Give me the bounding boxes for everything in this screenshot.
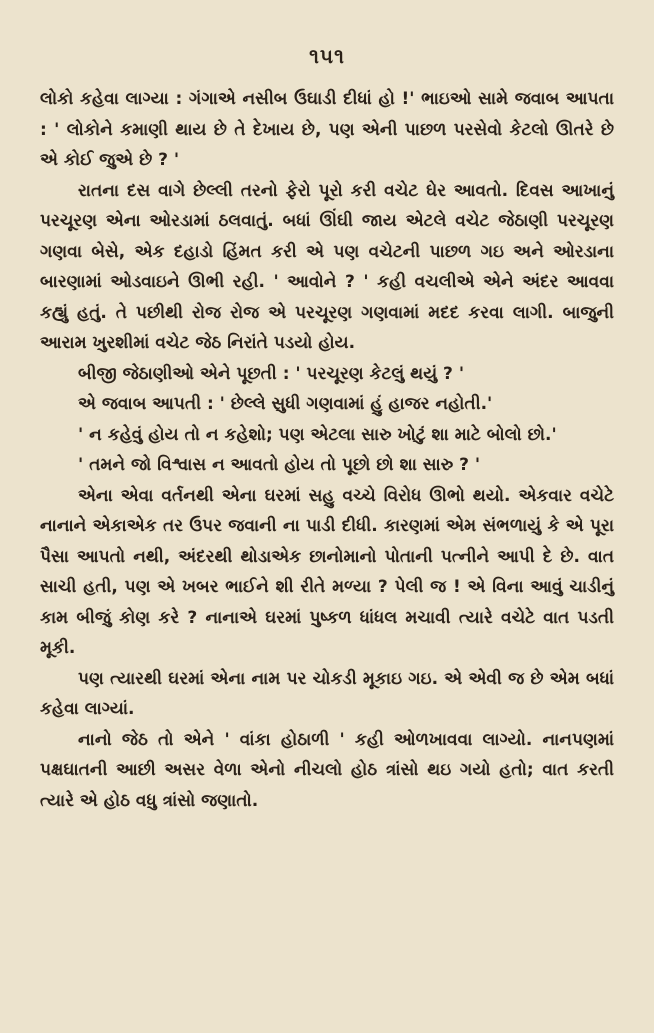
- paragraph: ' તમને જો વિશ્વાસ ન આવતો હોય તો પૂછો છો શા સારુ ? ': [78, 455, 481, 475]
- paragraph: એ જવાબ આપતી : ' છેલ્લે સુધી ગણવામાં હું હાજર નહોતી.': [78, 394, 493, 414]
- paragraph: એના એવા વર્તનથી એના ઘરમાં સહુ વચ્ચે વિરોધ ઊભો થયો. એકવાર વચેટે નાનાને એકાએક તર ઉપર જવાની ના પાડી દીધી. કારણમાં એમ સંભળાયું કે એ પૂરા પૈસા આપતો નથી, અંદરથી થોડાએક છાનોમાનો પોતાની પત્નીને આપી દે છે. વાત સાચી હતી, પણ એ ખબર ભાઈને શી રીતે મળ્યા ? પેલી જ ! એ વિના આવું ચાડીનું કામ બીજું કોણ કરે ? નાનાએ ઘરમાં પુષ્કળ ધાંધલ મચાવી ત્યારે વચેટે વાત પડતી મૂકી.: [40, 485, 614, 658]
- paragraph: ' ન કહેવું હોય તો ન કહેશો; પણ એટલા સારુ ખોટું શા માટે બોલો છો.': [78, 424, 557, 445]
- paragraph: નાનો જેઠ તો એને ' વાંકા હોઠાળી ' કહી ઓળખાવવા લાગ્યો. નાનપણમાં પક્ષઘાતની આછી અસર વેળા એનો નીચલો હોઠ ત્રાંસો થઇ ગયો હતો; વાત કરતી ત્યારે એ હોઠ વધુ ત્રાંસો જણાતો.: [40, 729, 614, 811]
- paragraph: બીજી જેઠાણીઓ એને પૂછતી : ' પરચૂરણ કેટલું થયું ? ': [78, 363, 465, 384]
- paragraph: પણ ત્યારથી ઘરમાં એના નામ પર ચોકડી મૂકાઇ ગઇ. એ એવી જ છે એમ બધાં કહેવા લાગ્યાં.: [40, 668, 614, 719]
- page-number: ૧૫૧: [309, 44, 345, 68]
- paragraph: લોકો કહેવા લાગ્યા : ગંગાએ નસીબ ઉઘાડી દીધાં હો !' ભાઇઓ સામે જવાબ આપતા : ' લોકોને કમાણી થાય છે તે દેખાય છે, પણ એની પાછળ પરસેવો કેટલો ઊતરે છે એ કોઈ જુએ છે ? ': [40, 89, 614, 170]
- paragraph: રાતના દસ વાગે છેલ્લી તરનો ફેરો પૂરો કરી વચેટ ઘેર આવતો. દિવસ આખાનું પરચૂરણ એના ઓરડામાં ઠલવાતું. બધાં ઊંઘી જાય એટલે વચેટ જેઠાણી પરચૂરણ ગણવા બેસે, એક દહાડો હિંમત કરી એ પણ વચેટની પાછળ ગઇ અને ઓરડાના બારણામાં ઓડવાઇને ઊભી રહી. ' આવોને ? ' કહી વચલીએ એને અંદર આવવા કહ્યું હતું. તે પછીથી રોજ રોજ એ પરચૂરણ ગણવામાં મદદ કરવા લાગી. બાજુની આરામ ખુરશીમાં વચેટ જેઠ નિરાંતે પડયો હોય.: [40, 180, 614, 353]
